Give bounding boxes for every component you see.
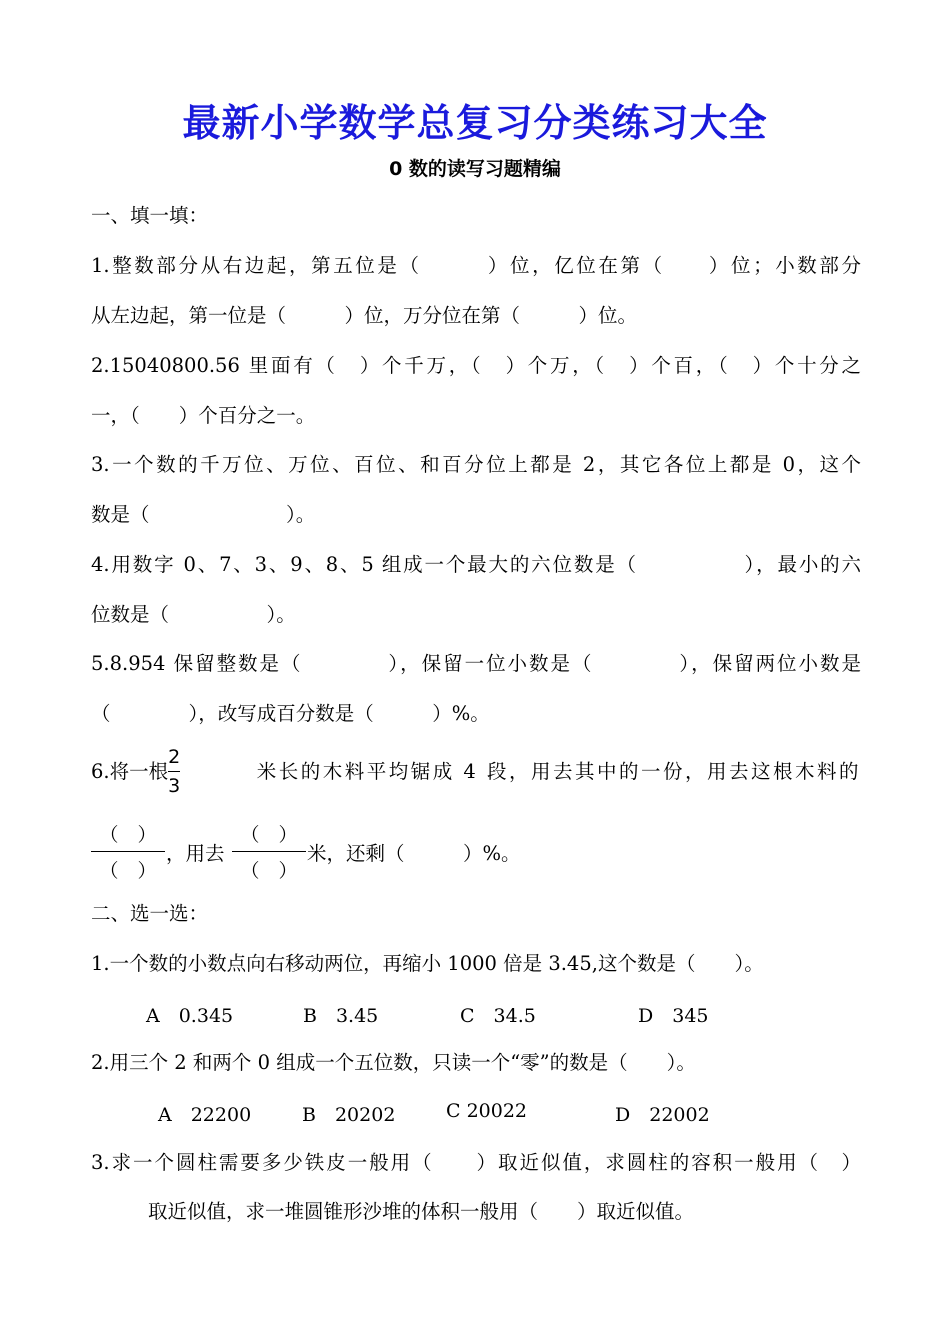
question-1-6-mid-text: ，用去 [166, 842, 225, 865]
blank-fraction-1-numerator: （ ） [99, 824, 157, 846]
blank-fraction-2-bar [232, 851, 306, 852]
page-subtitle: 0 数的读写习题精编 [389, 158, 561, 180]
section-1-heading: 一、填一填： [91, 204, 209, 227]
blank-fraction-1-denominator: （ ） [99, 860, 157, 882]
question-2-3-line-1: 3.求一个圆柱需要多少铁皮一般用（ ）取近似值，求圆柱的容积一般用（ ） [91, 1151, 861, 1174]
fraction-bar [168, 771, 180, 772]
question-1-3-line-2: 数是（ ）。 [91, 503, 316, 526]
question-1-6-end-text: 米，还剩（ ）%。 [307, 842, 521, 865]
blank-fraction-2 [232, 820, 306, 883]
question-2-1-text: 1.一个数的小数点向右移动两位，再缩小 1000 倍是 3.45,这个数是（ ）。 [91, 952, 764, 975]
page-title: 最新小学数学总复习分类练习大全 [182, 101, 768, 145]
question-2-1-option-c: C 34.5 [460, 1005, 536, 1027]
fraction-numerator: 2 [168, 746, 181, 768]
question-1-2-line-2: 一，（ ）个百分之一。 [91, 404, 316, 427]
question-2-2-option-a: A 22200 [158, 1104, 252, 1126]
question-2-1-option-a: A 0.345 [146, 1005, 234, 1027]
blank-fraction-1 [91, 820, 165, 883]
question-1-1-line-1: 1.整数部分从右边起，第五位是（ ）位，亿位在第（ ）位；小数部分 [91, 254, 861, 277]
question-1-6-line-1 [91, 746, 861, 797]
question-2-2-option-b: B 20202 [302, 1104, 396, 1126]
question-1-6-prefix: 6.将一根 [91, 759, 169, 783]
question-1-5-line-2: （ ），改写成百分数是（ ）%。 [91, 702, 490, 725]
blank-fraction-1-bar [91, 851, 165, 852]
question-1-5-line-1: 5.8.954 保留整数是（ ），保留一位小数是（ ），保留两位小数是 [91, 652, 861, 675]
question-1-4-line-1: 4.用数字 0、7、3、9、8、5 组成一个最大的六位数是（ ），最小的六 [91, 553, 861, 576]
question-2-1-option-d: D 345 [638, 1005, 709, 1027]
section-2-heading: 二、选一选： [91, 902, 209, 925]
question-2-1-option-b: B 3.45 [303, 1005, 379, 1027]
question-1-1-line-2: 从左边起，第一位是（ ）位，万分位在第（ ）位。 [91, 304, 638, 327]
question-1-4-line-2: 位数是（ ）。 [91, 603, 296, 626]
question-2-2-option-d: D 22002 [615, 1104, 710, 1126]
question-1-6-suffix: 米长的木料平均锯成 4 段，用去其中的一份，用去这根木料的 [256, 759, 861, 783]
blank-fraction-2-numerator: （ ） [240, 824, 298, 846]
question-2-2-text: 2.用三个 2 和两个 0 组成一个五位数，只读一个“零”的数是（ ）。 [91, 1051, 696, 1074]
question-1-3-line-1: 3.一个数的千万位、万位、百位、和百分位上都是 2，其它各位上都是 0，这个 [91, 453, 861, 476]
fraction-denominator: 3 [168, 775, 181, 797]
blank-fraction-2-denominator: （ ） [240, 860, 298, 882]
question-1-2-line-1: 2.15040800.56 里面有（ ）个千万，（ ）个万，（ ）个百，（ ）个十分之 [91, 354, 861, 377]
question-2-2-option-c: C 20022 [446, 1100, 528, 1122]
fraction-two-thirds [168, 746, 180, 797]
question-2-3-line-2: 取近似值，求一堆圆锥形沙堆的体积一般用（ ）取近似值。 [148, 1200, 695, 1223]
